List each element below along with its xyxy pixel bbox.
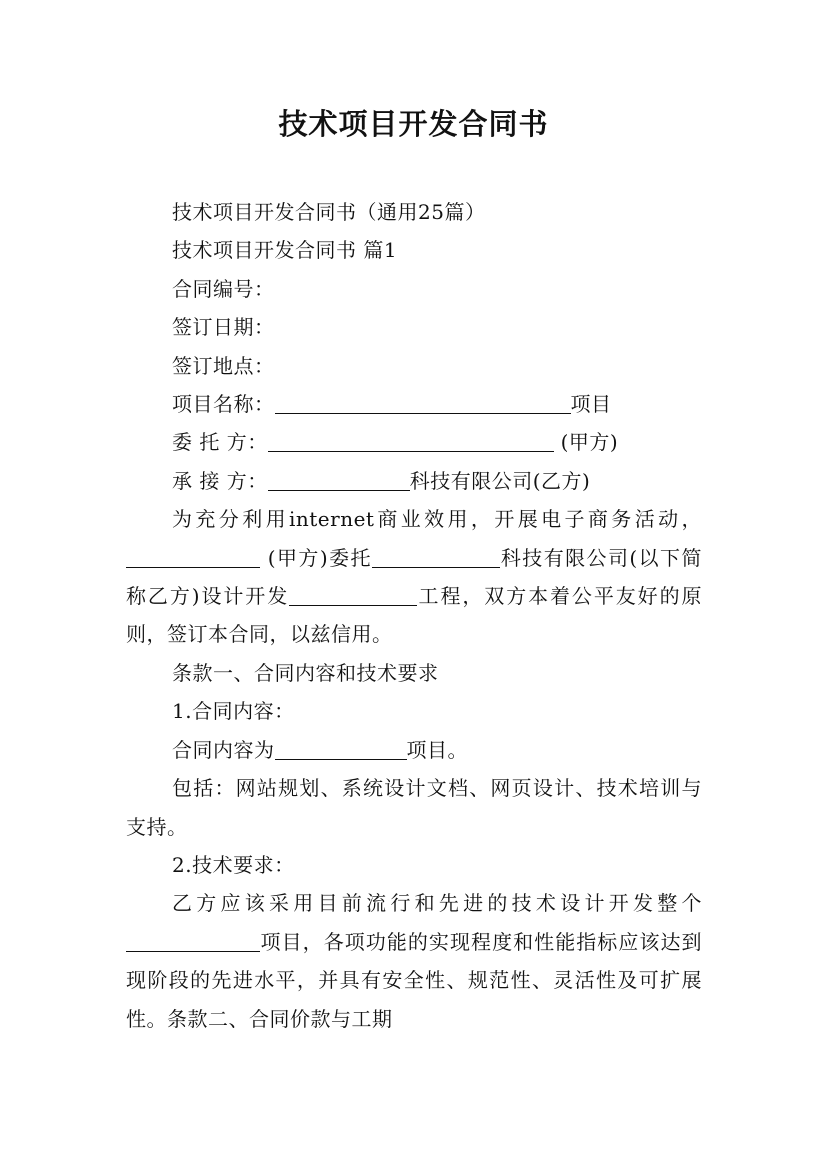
content-text-b: 项目。 bbox=[406, 737, 468, 762]
client-label: 委 托 方： bbox=[172, 430, 268, 455]
contractor-line bbox=[126, 462, 702, 500]
contract-number-line: 合同编号： bbox=[172, 276, 275, 301]
contractor-blank bbox=[268, 468, 410, 491]
client-suffix: (甲方) bbox=[553, 430, 619, 455]
content-blank bbox=[275, 737, 407, 760]
document-title: 技术项目开发合同书 bbox=[278, 107, 549, 141]
client-blank bbox=[268, 429, 554, 452]
intro-text-2c: 工程，双方本着公平友好的原则，签订本合同，以兹信用。 bbox=[126, 584, 703, 647]
intro-text-2a: (甲方)委托 bbox=[260, 545, 372, 570]
intro-blank-1 bbox=[126, 545, 260, 568]
document-body bbox=[126, 193, 702, 1038]
item-one-heading: 1.合同内容： bbox=[172, 699, 295, 724]
chapter-heading: 技术项目开发合同书 篇1 bbox=[172, 238, 398, 263]
intro-blank-2 bbox=[372, 545, 500, 568]
sign-date-line: 签订日期： bbox=[172, 315, 275, 340]
client-line bbox=[126, 423, 702, 461]
project-name-line bbox=[126, 385, 702, 423]
include-paragraph: 包括：网站规划、系统设计文档、网页设计、技术培训与支持。 bbox=[126, 776, 702, 839]
intro-blank-3 bbox=[289, 583, 417, 606]
subtitle-line: 技术项目开发合同书（通用25篇） bbox=[172, 200, 486, 224]
tech-blank bbox=[126, 929, 260, 952]
project-name-blank bbox=[275, 391, 571, 414]
contractor-label: 承 接 方： bbox=[172, 468, 268, 493]
item-two-heading: 2.技术要求： bbox=[172, 852, 295, 877]
intro-text-2b: 科技有限公司(以下简称乙方)设计开发 bbox=[126, 545, 702, 609]
tech-paragraph bbox=[126, 884, 702, 1038]
content-line bbox=[126, 731, 702, 769]
project-name-suffix: 项目 bbox=[570, 392, 612, 417]
project-name-label: 项目名称： bbox=[172, 392, 275, 417]
tech-text-b: 项目，各项功能的实现程度和性能指标应该达到现阶段的先进水平，并具有安全性、规范性、灵活性及可扩展性。条款二、合同价款与工期 bbox=[126, 929, 702, 1031]
contractor-suffix: 科技有限公司(乙方) bbox=[409, 468, 591, 493]
tech-text-a: 乙方应该采用目前流行和先进的技术设计开发整个 bbox=[172, 891, 702, 916]
clause-one-heading: 条款一、合同内容和技术要求 bbox=[172, 660, 439, 685]
content-text-a: 合同内容为 bbox=[172, 737, 275, 762]
intro-paragraph bbox=[126, 500, 702, 654]
sign-place-line: 签订地点： bbox=[172, 353, 275, 378]
intro-text-1: 为充分利用internet商业效用，开展电子商务活动， bbox=[172, 507, 702, 532]
